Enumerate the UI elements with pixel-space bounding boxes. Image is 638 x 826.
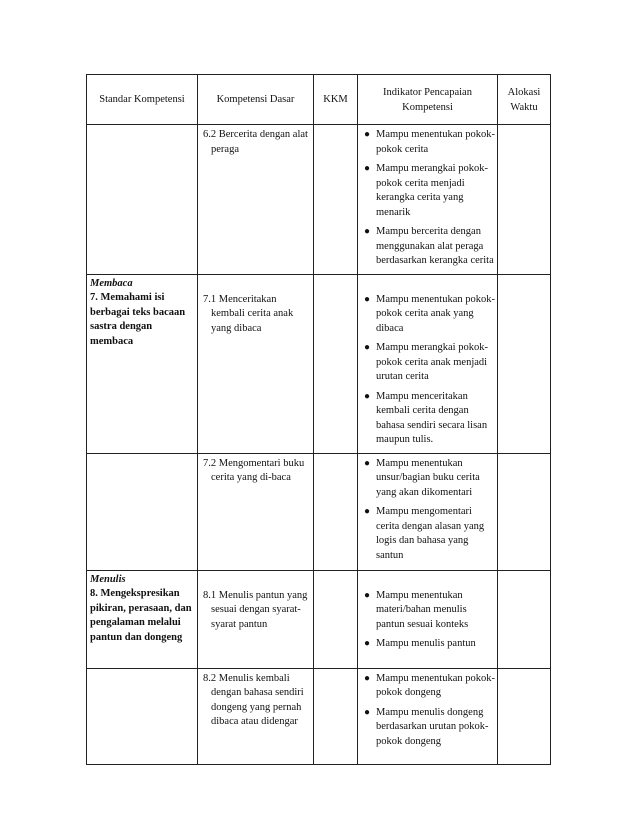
- basic-competence-text: 7.2 Mengomentari buku cerita yang di-baca: [203, 457, 305, 483]
- indicator-item: ● Mampu merangkai pokok-pokok cerita anak menjadi urutan cerita: [364, 342, 488, 382]
- standard-text: 7. Memahami isi berbagai teks bacaan sastra dengan membaca: [90, 292, 186, 347]
- header-kkm: KKM: [314, 75, 358, 125]
- alokasi-waktu-cell: [498, 453, 551, 570]
- kompetensi-dasar-cell: [198, 453, 314, 570]
- bullet-icon: ●: [364, 342, 371, 353]
- indicator-item: ● Mampu menentukan materi/bahan menulis pantun sesuai konteks: [364, 589, 469, 630]
- header-standar-kompetensi: Standar Kompetensi: [87, 75, 198, 125]
- bullet-icon: ●: [364, 457, 371, 469]
- bullet-icon: ●: [364, 163, 371, 174]
- header-row: [87, 75, 551, 125]
- basic-competence-text: 7.1 Menceritakan kembali cerita anak yang dibaca: [203, 293, 294, 334]
- basic-competence-text: 6.2 Bercerita dengan alat peraga: [203, 129, 308, 155]
- kkm-cell: [314, 453, 358, 570]
- bullet-icon: ●: [364, 293, 371, 305]
- standar-kompetensi-cell: [87, 570, 198, 668]
- table-row: [87, 570, 551, 668]
- bullet-icon: ●: [364, 672, 371, 684]
- bullet-icon: ●: [364, 390, 371, 402]
- indicator-item: ● Mampu merangkai pokok-pokok cerita menjadi kerangka cerita yang menarik: [364, 163, 488, 218]
- kompetensi-dasar-cell: [198, 668, 314, 764]
- alokasi-waktu-cell: [498, 668, 551, 764]
- kkm-cell: [314, 274, 358, 453]
- indicator-item: ● Mampu bercerita dengan menggunakan alat peraga berdasarkan kerangka cerita: [364, 226, 494, 266]
- basic-competence-text: 8.1 Menulis pantun yang sesuai dengan syarat-syarat pantun: [203, 589, 308, 630]
- standar-kompetensi-cell: [87, 125, 198, 275]
- alokasi-waktu-cell: [498, 125, 551, 275]
- header-kompetensi-dasar: Kompetensi Dasar: [198, 75, 314, 125]
- table-row: [87, 274, 551, 453]
- basic-competence-text: 8.2 Menulis kembali dengan bahasa sendiri dongeng yang pernah dibaca atau didengar: [203, 672, 304, 727]
- bullet-icon: ●: [364, 506, 371, 517]
- alokasi-waktu-cell: [498, 570, 551, 668]
- header-indikator: Indikator Pencapaian Kompetensi: [358, 75, 498, 125]
- indicator-item: ● Mampu menentukan pokok-pokok cerita anak yang dibaca: [364, 293, 495, 334]
- curriculum-table: [86, 74, 551, 765]
- bullet-icon: ●: [364, 706, 371, 718]
- indicator-item: ● Mampu menceritakan kembali cerita dengan bahasa sendiri secara lisan maupun tulis.: [364, 390, 488, 445]
- standar-kompetensi-cell: [87, 453, 198, 570]
- aspect-label: Menulis: [90, 573, 126, 585]
- kompetensi-dasar-cell: [198, 125, 314, 275]
- standar-kompetensi-cell: [87, 274, 198, 453]
- indicator-item: ● Mampu menentukan pokok-pokok cerita: [364, 129, 495, 155]
- indikator-cell: [358, 125, 498, 275]
- table-row: [87, 125, 551, 275]
- indicator-item: ● Mampu mengomentari cerita dengan alasan yang logis dan bahasa yang santun: [364, 506, 485, 561]
- indicator-item: ● Mampu menentukan pokok-pokok dongeng: [364, 672, 495, 698]
- indikator-cell: [358, 274, 498, 453]
- kkm-cell: [314, 125, 358, 275]
- bullet-icon: ●: [364, 129, 371, 140]
- bullet-icon: ●: [364, 589, 371, 601]
- kompetensi-dasar-cell: [198, 570, 314, 668]
- aspect-label: Membaca: [90, 277, 133, 289]
- indicator-item: ● Mampu menulis dongeng berdasarkan urutan pokok-pokok dongeng: [364, 706, 489, 747]
- indikator-cell: [358, 668, 498, 764]
- kkm-cell: [314, 570, 358, 668]
- alokasi-waktu-cell: [498, 274, 551, 453]
- indicator-item: ● Mampu menentukan unsur/bagian buku cerita yang akan dikomentari: [364, 457, 480, 498]
- indikator-cell: [358, 570, 498, 668]
- standar-kompetensi-cell: [87, 668, 198, 764]
- header-alokasi-waktu: Alokasi Waktu: [498, 75, 551, 125]
- kkm-cell: [314, 668, 358, 764]
- kompetensi-dasar-cell: [198, 274, 314, 453]
- table-row: [87, 668, 551, 764]
- table-row: [87, 453, 551, 570]
- bullet-icon: ●: [364, 638, 371, 649]
- bullet-icon: ●: [364, 226, 371, 237]
- indikator-cell: [358, 453, 498, 570]
- standard-text: 8. Mengekspresikan pikiran, perasaan, dan pengalaman melalui pantun dan dongeng: [90, 588, 192, 643]
- indicator-item: ● Mampu menulis pantun: [362, 637, 495, 652]
